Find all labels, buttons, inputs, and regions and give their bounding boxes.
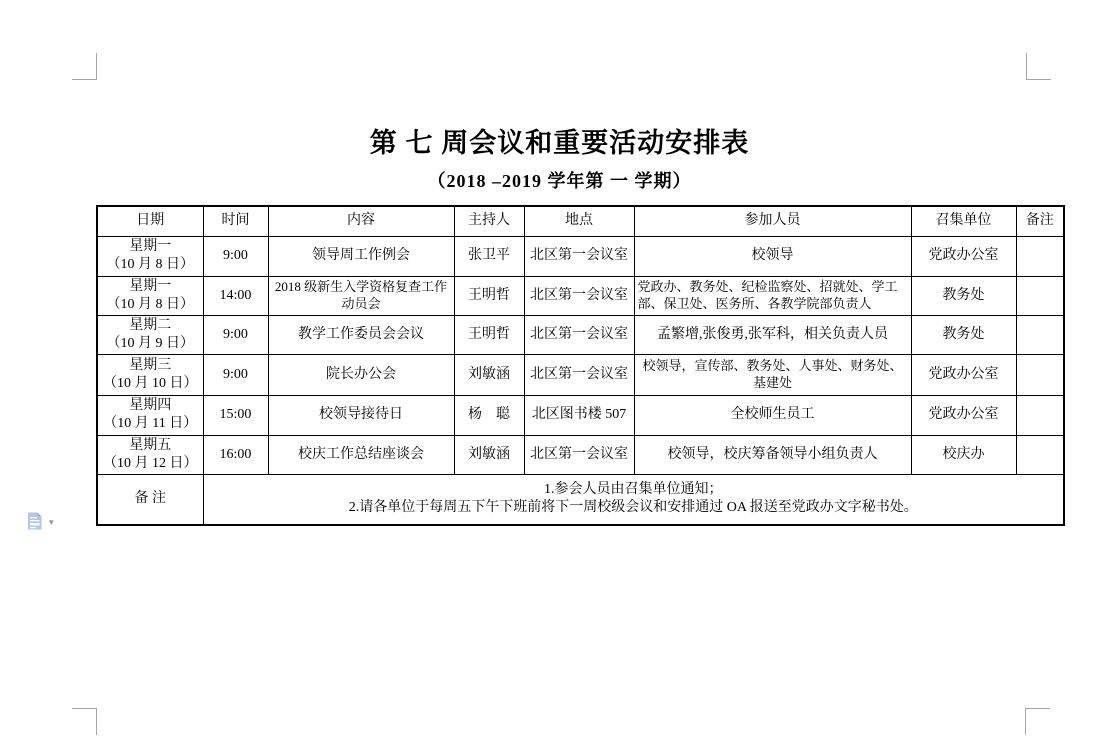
cell-location: 北区第一会议室 bbox=[524, 355, 634, 396]
document-subtitle: （2018 –2019 学年第 一 学期） bbox=[427, 171, 692, 191]
cell-remark bbox=[1016, 396, 1064, 435]
crop-mark-bottom-right bbox=[1025, 708, 1050, 735]
cell-organizer: 教务处 bbox=[911, 315, 1016, 354]
header-date: 日期 bbox=[97, 206, 203, 236]
cell-host: 王明哲 bbox=[454, 276, 524, 315]
cell-time: 9:00 bbox=[203, 355, 268, 396]
table-row bbox=[97, 355, 1064, 396]
cell-host: 张卫平 bbox=[454, 236, 524, 276]
cell-time: 9:00 bbox=[203, 236, 268, 276]
header-host: 主持人 bbox=[454, 206, 524, 236]
cell-organizer: 教务处 bbox=[911, 276, 1016, 315]
cell-time: 16:00 bbox=[203, 435, 268, 474]
crop-mark-top-left bbox=[72, 53, 97, 80]
crop-mark-top-right bbox=[1026, 53, 1051, 80]
cell-host: 杨 聪 bbox=[454, 396, 524, 435]
cell-organizer: 党政办公室 bbox=[911, 396, 1016, 435]
cell-content: 校领导接待日 bbox=[268, 396, 454, 435]
footer-note-2: 2.请各单位于每周五下午下班前将下一周校级会议和安排通过 OA 报送至党政办文字秘书处。 bbox=[348, 500, 918, 516]
cell-remark bbox=[1016, 315, 1064, 354]
cell-time: 14:00 bbox=[203, 276, 268, 315]
table-row bbox=[97, 276, 1064, 315]
table-header-row bbox=[97, 206, 1064, 236]
cell-organizer: 党政办公室 bbox=[911, 236, 1016, 276]
paste-options-button[interactable] bbox=[25, 509, 65, 533]
cell-participants: 全校师生员工 bbox=[634, 396, 911, 435]
header-time: 时间 bbox=[203, 206, 268, 236]
cell-content: 领导周工作例会 bbox=[268, 236, 454, 276]
footer-note-1: 1.参会人员由召集单位通知； bbox=[544, 482, 723, 498]
table-row bbox=[97, 236, 1064, 276]
table-row bbox=[97, 315, 1064, 354]
cell-location: 北区第一会议室 bbox=[524, 435, 634, 474]
footer-notes bbox=[203, 475, 1064, 525]
header-organizer: 召集单位 bbox=[911, 206, 1016, 236]
header-content: 内容 bbox=[268, 206, 454, 236]
cell-content: 2018 级新生入学资格复查工作动员会 bbox=[268, 276, 454, 315]
cell-participants: 党政办、教务处、纪检监察处、招就处、学工部、保卫处、医务所、各教学院部负责人 bbox=[634, 276, 911, 315]
paste-options-dropdown-icon[interactable]: ▾ bbox=[49, 517, 54, 527]
cell-time: 15:00 bbox=[203, 396, 268, 435]
cell-content: 校庆工作总结座谈会 bbox=[268, 435, 454, 474]
cell-remark bbox=[1016, 435, 1064, 474]
cell-location: 北区第一会议室 bbox=[524, 236, 634, 276]
cell-organizer: 党政办公室 bbox=[911, 355, 1016, 396]
cell-date: 星期一 （10 月 8 日） bbox=[97, 236, 203, 276]
cell-time: 9:00 bbox=[203, 315, 268, 354]
header-location: 地点 bbox=[524, 206, 634, 236]
cell-host: 王明哲 bbox=[454, 315, 524, 354]
cell-host: 刘敏涵 bbox=[454, 355, 524, 396]
document-title: 第 七 周会议和重要活动安排表 bbox=[369, 128, 750, 158]
paste-options-icon[interactable] bbox=[25, 511, 45, 531]
table-footer-row bbox=[97, 475, 1064, 525]
cell-date: 星期四 （10 月 11 日） bbox=[97, 396, 203, 435]
cell-location: 北区第一会议室 bbox=[524, 315, 634, 354]
header-remark: 备注 bbox=[1016, 206, 1064, 236]
cell-participants: 孟繁增,张俊勇,张军科，相关负责人员 bbox=[634, 315, 911, 354]
cell-participants: 校领导，校庆筹备领导小组负责人 bbox=[634, 435, 911, 474]
cell-location: 北区第一会议室 bbox=[524, 276, 634, 315]
table-row bbox=[97, 435, 1064, 474]
cell-date: 星期一 （10 月 8 日） bbox=[97, 276, 203, 315]
cell-date: 星期二 （10 月 9 日） bbox=[97, 315, 203, 354]
cell-content: 院长办公会 bbox=[268, 355, 454, 396]
cell-date: 星期三 （10 月 10 日） bbox=[97, 355, 203, 396]
cell-organizer: 校庆办 bbox=[911, 435, 1016, 474]
table-row bbox=[97, 396, 1064, 435]
crop-mark-bottom-left bbox=[72, 708, 97, 735]
cell-remark bbox=[1016, 355, 1064, 396]
cell-host: 刘敏涵 bbox=[454, 435, 524, 474]
cell-participants: 校领导 bbox=[634, 236, 911, 276]
schedule-table bbox=[96, 205, 1065, 526]
footer-label: 备 注 bbox=[97, 475, 203, 525]
cell-date: 星期五 （10 月 12 日） bbox=[97, 435, 203, 474]
cell-remark bbox=[1016, 276, 1064, 315]
header-participants: 参加人员 bbox=[634, 206, 911, 236]
cell-content: 教学工作委员会会议 bbox=[268, 315, 454, 354]
cell-participants: 校领导，宣传部、教务处、人事处、财务处、基建处 bbox=[634, 355, 911, 396]
cell-remark bbox=[1016, 236, 1064, 276]
cell-location: 北区图书楼 507 bbox=[524, 396, 634, 435]
